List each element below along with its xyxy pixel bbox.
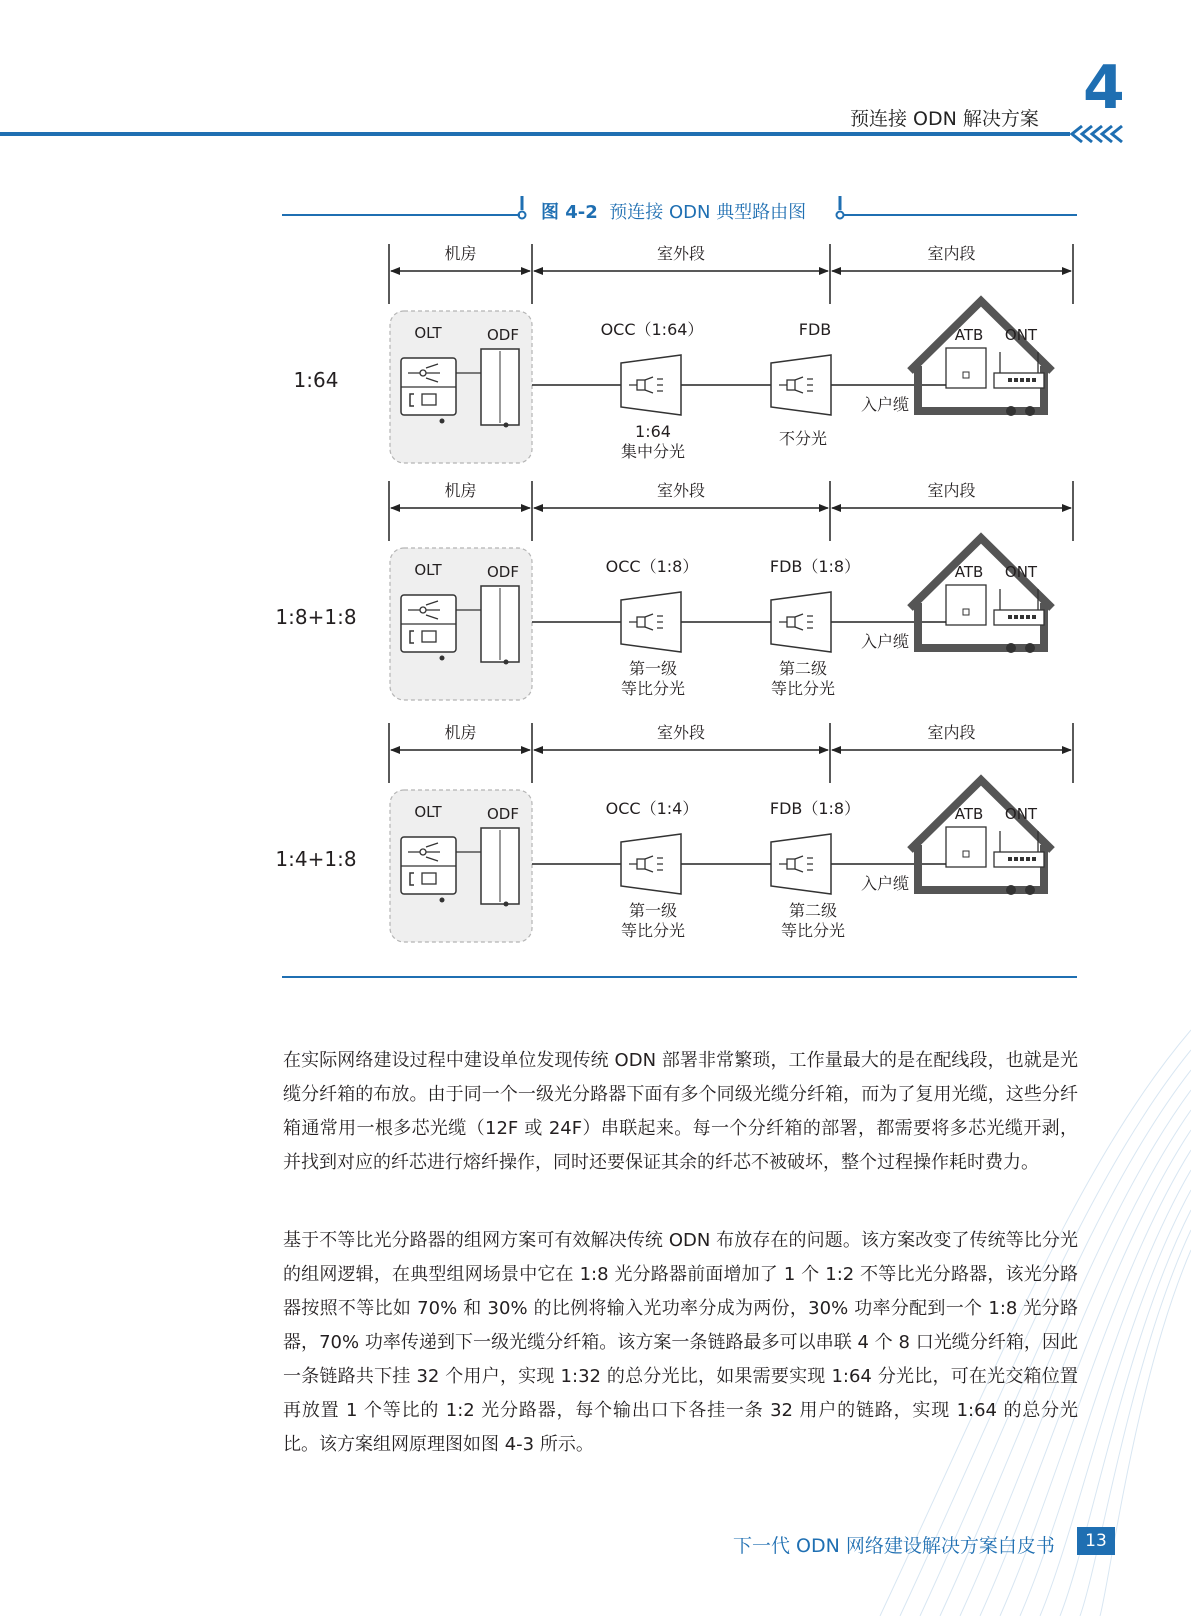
connector-dot-icon: [1006, 406, 1016, 416]
atb-label: ATB: [954, 805, 984, 823]
occ-caption: 第一级: [628, 659, 678, 678]
split-ratio-label: 1:8+1:8: [275, 605, 357, 629]
fdb-caption: 第二级: [778, 659, 828, 678]
odf-label: ODF: [487, 326, 519, 344]
ont-device-icon: [994, 852, 1044, 867]
occ-label: OCC（1:8）: [605, 557, 699, 576]
occ-splitter-icon: [621, 834, 681, 894]
olt-port-dot: [440, 656, 445, 661]
zone-label: 室内段: [927, 723, 976, 742]
ont-port-icon: [1032, 615, 1036, 619]
routing-row: [275, 481, 1073, 700]
connector-dot-icon: [1025, 406, 1035, 416]
occ-splitter-icon: [621, 592, 681, 652]
ont-port-icon: [1014, 857, 1018, 861]
olt-label: OLT: [414, 324, 442, 342]
zone-label: 室内段: [927, 481, 976, 500]
atb-label: ATB: [954, 563, 984, 581]
atb-box-icon: [946, 348, 986, 388]
fdb-caption: 等比分光: [780, 921, 846, 940]
drop-cable-label: 入户缆: [860, 874, 910, 893]
odf-label: ODF: [487, 563, 519, 581]
occ-caption: 集中分光: [620, 442, 686, 461]
olt-port-dot: [440, 898, 445, 903]
body-paragraph-1: 在实际网络建设过程中建设单位发现传统 ODN 部署非常繁琐，工作量最大的是在配线段，也就是光缆分纤箱的布放。由于同一个一级光分路器下面有多个同级光缆分纤箱，而为了复用光缆，这些分纤箱通常用一根多芯光缆（12F 或 24F）串联起来。每一个分纤箱的部署，都需要将多芯光缆开剥，并找到对应的纤芯进行熔纤操作，同时还要保证其余的纤芯不被破坏，整个过程操作耗时费力。: [283, 1050, 1078, 1173]
ont-port-icon: [1008, 378, 1012, 382]
occ-splitter-icon: [621, 355, 681, 415]
ont-port-icon: [1032, 857, 1036, 861]
ont-device-icon: [994, 373, 1044, 388]
odf-port-dot: [504, 902, 509, 907]
footer-book-title: 下一代 ODN 网络建设解决方案白皮书: [733, 1535, 1055, 1557]
atb-box-icon: [946, 827, 986, 867]
figure-bottom-rule: [282, 976, 1077, 978]
drop-cable-label: 入户缆: [860, 395, 910, 414]
occ-caption: 等比分光: [620, 679, 686, 698]
olt-port-dot: [440, 419, 445, 424]
zone-label: 室内段: [927, 244, 976, 263]
connector-dot-icon: [1006, 643, 1016, 653]
occ-caption: 1:64: [635, 422, 671, 441]
olt-label: OLT: [414, 561, 442, 579]
ont-port-icon: [1032, 378, 1036, 382]
fdb-caption: 第二级: [788, 901, 838, 920]
odf-label: ODF: [487, 805, 519, 823]
atb-box-icon: [946, 585, 986, 625]
figure-caption: 预连接 ODN 典型路由图: [609, 202, 807, 223]
odf-port-dot: [504, 423, 509, 428]
zone-label: 室外段: [656, 244, 706, 263]
occ-caption: 第一级: [628, 901, 678, 920]
ont-port-icon: [1008, 857, 1012, 861]
routing-row: [275, 723, 1073, 942]
fdb-caption: 等比分光: [770, 679, 836, 698]
connector-dot-icon: [1025, 643, 1035, 653]
atb-label: ATB: [954, 326, 984, 344]
occ-label: OCC（1:64）: [600, 320, 704, 339]
ont-device-icon: [994, 610, 1044, 625]
zone-label: 室外段: [656, 723, 706, 742]
split-ratio-label: 1:64: [293, 368, 339, 392]
ont-label: ONT: [1004, 326, 1038, 344]
fdb-splitter-icon: [771, 834, 831, 894]
ont-port-icon: [1020, 857, 1024, 861]
figure-label: 图 4-2: [541, 202, 598, 223]
ont-label: ONT: [1004, 563, 1038, 581]
ont-port-icon: [1026, 615, 1030, 619]
split-ratio-label: 1:4+1:8: [275, 847, 357, 871]
ont-port-icon: [1014, 378, 1018, 382]
drop-cable-label: 入户缆: [860, 632, 910, 651]
fdb-label: FDB（1:8）: [769, 557, 861, 576]
occ-caption: 等比分光: [620, 921, 686, 940]
zone-label: 室外段: [656, 481, 706, 500]
body-paragraph-2: 基于不等比光分路器的组网方案可有效解决传统 ODN 布放存在的问题。该方案改变了传统等比分光的组网逻辑，在典型组网场景中它在 1:8 光分路器前面增加了 1 个 1:2 不等比光分路器，该光分路器按照不等比如 70% 和 30% 的比例将输入光功率分成为两份，30% 功率分配到一个 1:8 光分路器，70% 功率传递到下一级光缆分纤箱。该方案一条链路最多可以串联 4 个 8 口光缆分纤箱，因此一条链路共下挂 32 个用户，实现 1:32 的总分光比，如果需要实现 1:64 分光比，可在光交箱位置再放置 1 个等比的 1:2 光分路器，每个输出口下各挂一条 32 用户的链路，实现 1:64 的总分光比。该方案组网原理图如图 4-3 所示。: [283, 1230, 1078, 1455]
zone-label: 机房: [444, 244, 477, 263]
ont-port-icon: [1020, 378, 1024, 382]
odf-port-dot: [504, 660, 509, 665]
ont-label: ONT: [1004, 805, 1038, 823]
connector-dot-icon: [1025, 885, 1035, 895]
chapter-title: 预连接 ODN 解决方案: [850, 108, 1039, 130]
ont-port-icon: [1026, 378, 1030, 382]
fdb-label: FDB: [798, 320, 832, 339]
ont-port-icon: [1026, 857, 1030, 861]
ont-port-icon: [1014, 615, 1018, 619]
ont-port-icon: [1020, 615, 1024, 619]
zone-label: 机房: [444, 723, 477, 742]
olt-label: OLT: [414, 803, 442, 821]
ont-port-icon: [1008, 615, 1012, 619]
page-number: 13: [1077, 1527, 1115, 1555]
zone-label: 机房: [444, 481, 477, 500]
fdb-splitter-icon: [771, 592, 831, 652]
routing-row: [294, 244, 1073, 463]
chapter-number: 4: [1083, 53, 1125, 123]
fdb-label: FDB（1:8）: [769, 799, 861, 818]
connector-dot-icon: [1006, 885, 1016, 895]
fdb-splitter-icon: [771, 355, 831, 415]
fdb-caption: 不分光: [778, 429, 828, 448]
occ-label: OCC（1:4）: [605, 799, 699, 818]
